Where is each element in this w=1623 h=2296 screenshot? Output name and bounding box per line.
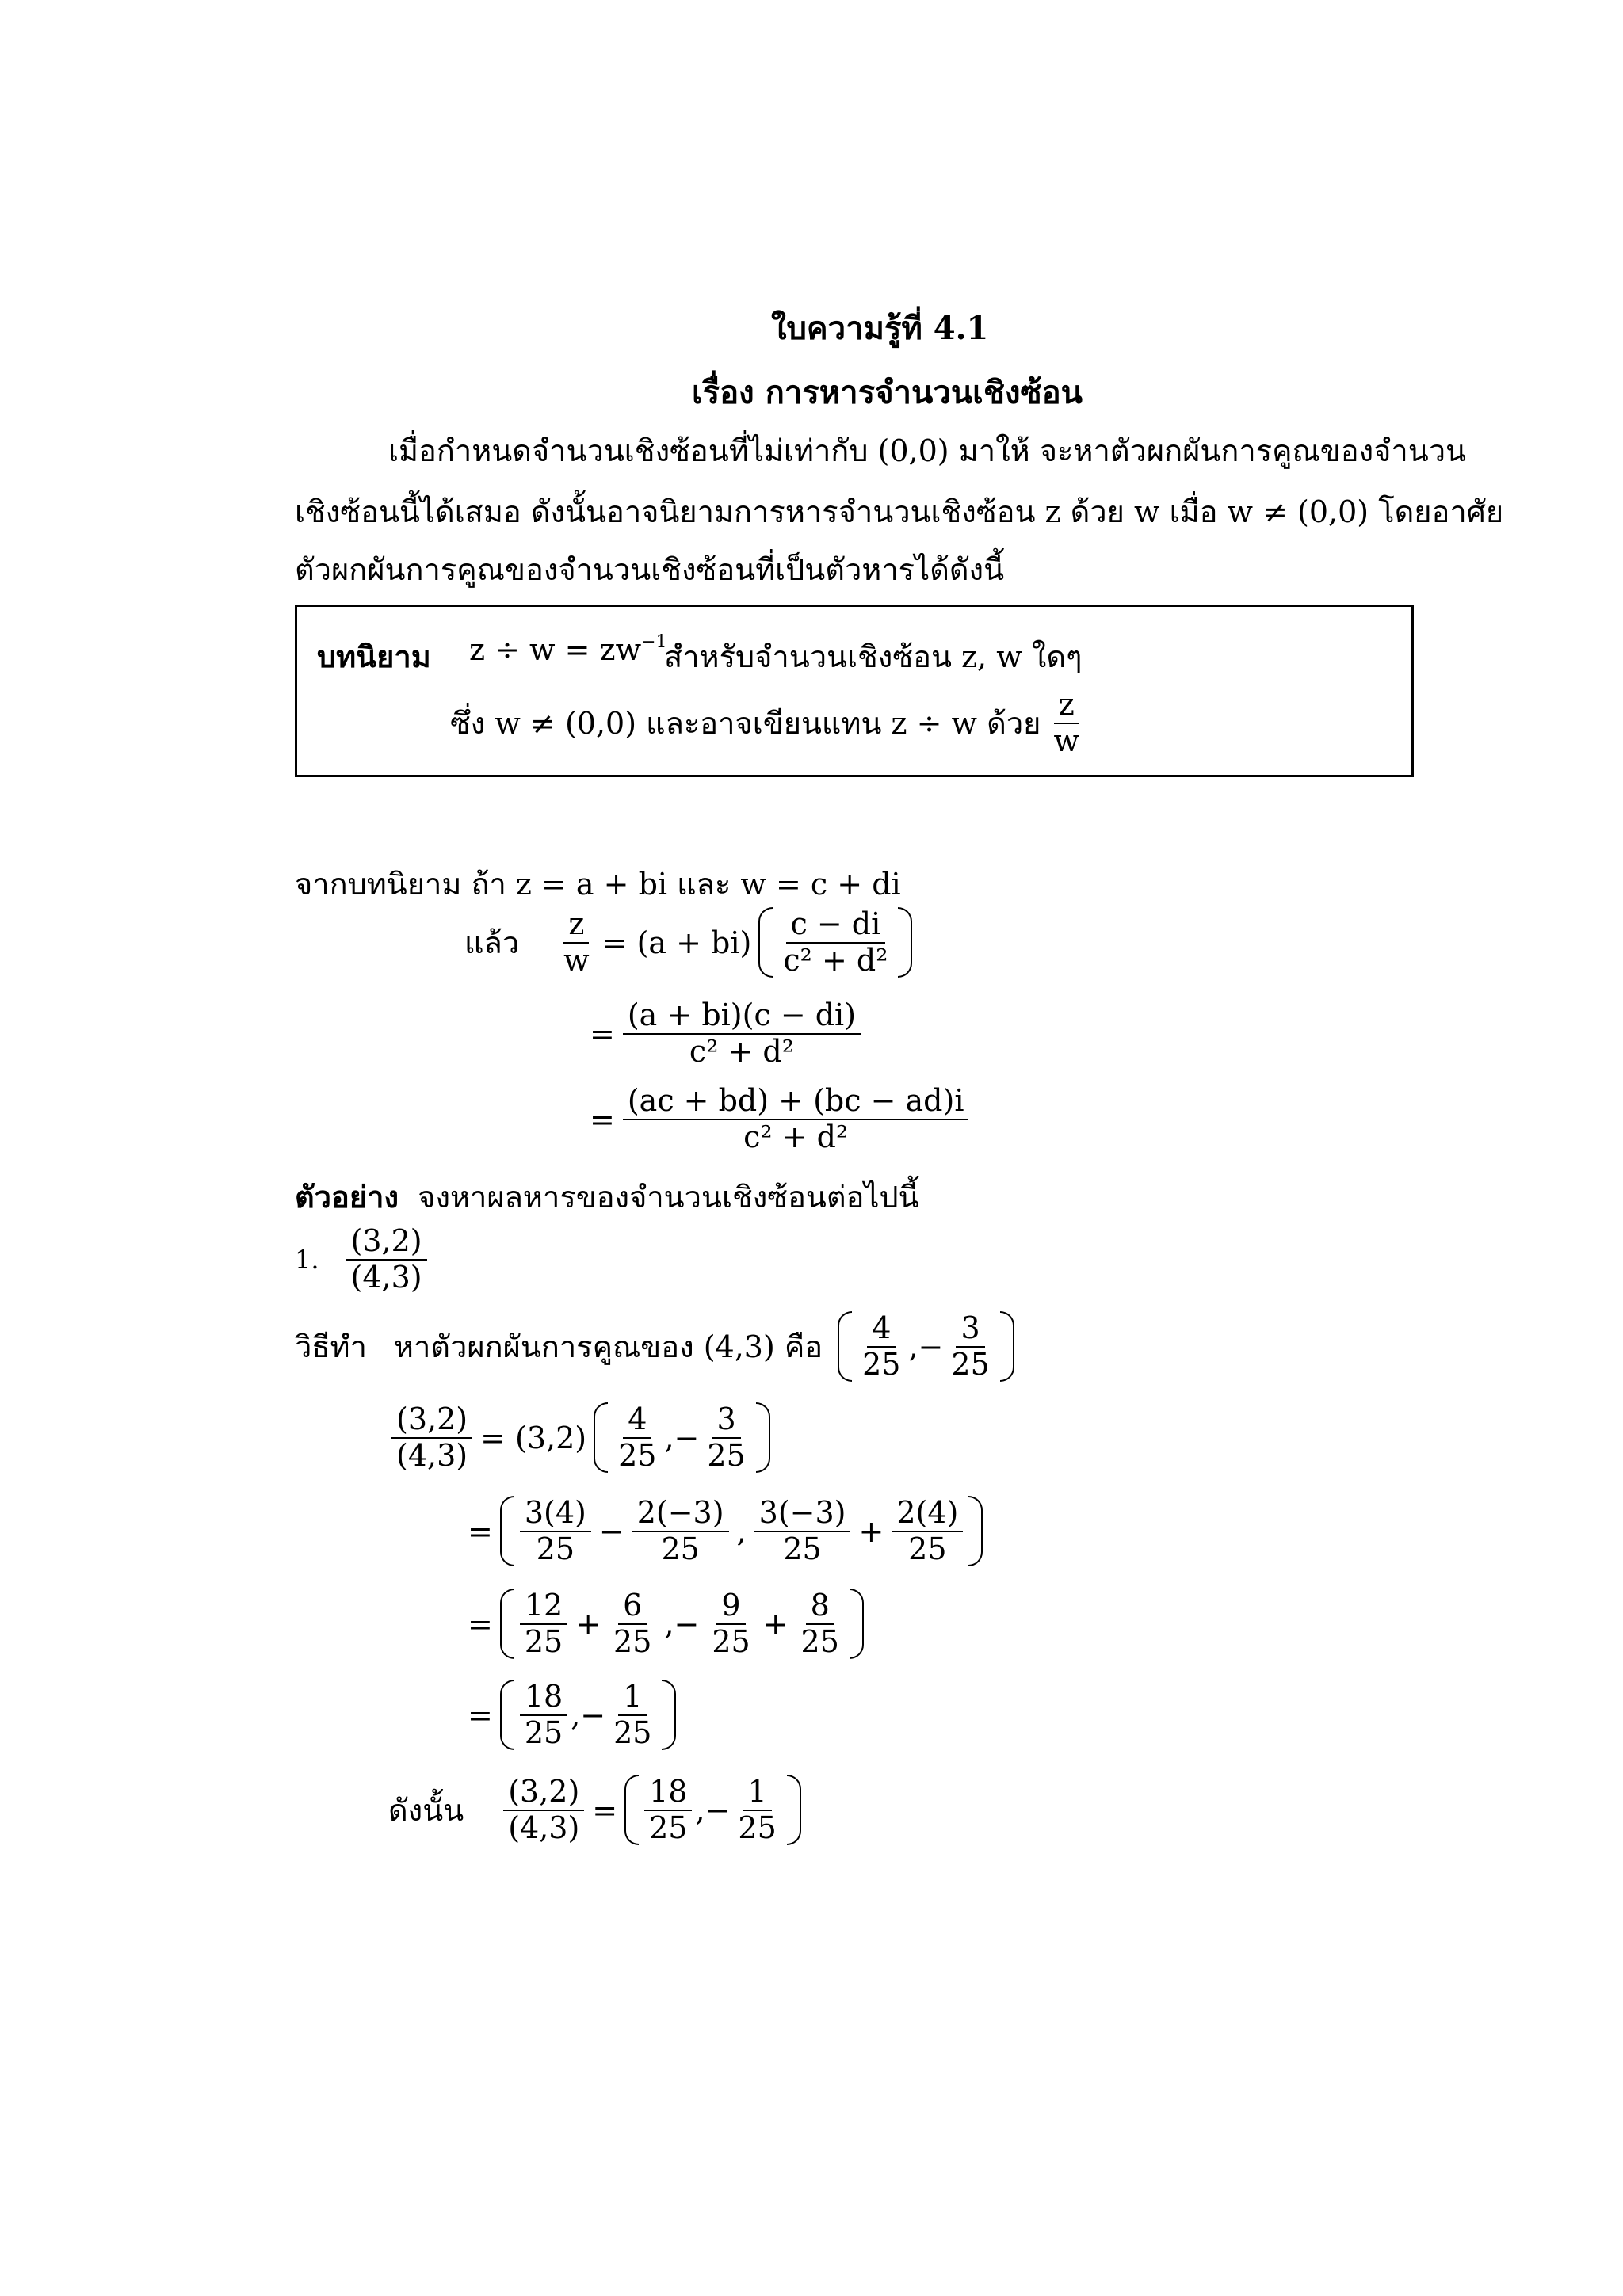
equals-sign: = <box>468 1697 493 1733</box>
fraction-numerator: 1 <box>743 1775 771 1811</box>
example-heading <box>295 1173 919 1221</box>
right-paren <box>787 1775 801 1845</box>
solution-step-2 <box>468 1496 985 1566</box>
equals-sign: = <box>590 1016 615 1051</box>
solution-step-4 <box>468 1680 678 1750</box>
left-paren <box>500 1680 514 1750</box>
term-fraction <box>609 1589 656 1659</box>
left-paren <box>758 907 773 978</box>
intro-line-3: ตัวผกผันการคูณของจำนวนเชิงซ้อนที่เป็นตัวหารได้ดังนี้ <box>295 552 1005 587</box>
step1-fraction <box>778 907 892 978</box>
fraction-denominator: c² + d² <box>689 1033 794 1069</box>
example-label: ตัวอย่าง <box>295 1179 399 1215</box>
fraction-denominator: (4,3) <box>508 1810 580 1845</box>
method-label: วิธีทำ <box>295 1329 367 1365</box>
fraction-numerator: 3 <box>956 1311 984 1348</box>
topic-title: เรื่อง การหารจำนวนเชิงซ้อน <box>692 374 1083 411</box>
example-instruction: จงหาผลหารของจำนวนเชิงซ้อนต่อไปนี้ <box>418 1180 919 1215</box>
fraction-denominator: 25 <box>524 1714 563 1750</box>
operator: + <box>858 1513 884 1549</box>
definition-label: บทนิยาม <box>317 639 431 674</box>
definition-formula-sup: −1 <box>641 632 667 652</box>
fraction-numerator: 2(−3) <box>632 1496 729 1532</box>
right-paren <box>756 1402 770 1473</box>
s1-frac-2 <box>702 1402 750 1473</box>
z-over-w <box>559 907 594 978</box>
derivation-step-1 <box>464 907 915 978</box>
step1-paren <box>756 907 915 978</box>
s1-lhs <box>391 1402 472 1473</box>
final-frac-2 <box>733 1775 781 1845</box>
definition-line-2 <box>450 688 1087 758</box>
term-fraction <box>520 1496 591 1566</box>
fraction-numerator: 3(−3) <box>754 1496 851 1532</box>
term-fraction <box>707 1589 754 1659</box>
fraction-numerator: (ac + bd) + (bc − ad)i <box>623 1084 969 1120</box>
right-paren <box>662 1680 676 1750</box>
fraction-denominator: w <box>1053 723 1079 758</box>
fraction-denominator: 25 <box>951 1346 990 1382</box>
fraction-denominator: w <box>563 942 590 978</box>
inverse-pair <box>835 1311 1017 1382</box>
fraction-denominator: 25 <box>908 1531 947 1566</box>
step1-prefix: = (a + bi) <box>601 925 752 960</box>
fraction-denominator: c² + d² <box>743 1119 849 1154</box>
fraction-denominator: 25 <box>661 1531 700 1566</box>
derivation-intro: จากบทนิยาม ถ้า z = a + bi และ w = c + di <box>295 867 901 902</box>
example-item-1 <box>295 1224 430 1295</box>
sheet-title: ใบความรู้ที่ 4.1 <box>771 310 989 347</box>
inverse-frac-1 <box>857 1311 905 1382</box>
fraction-numerator: (3,2) <box>503 1775 584 1811</box>
fraction-denominator: 25 <box>738 1810 777 1845</box>
fraction-numerator: 1 <box>618 1680 647 1716</box>
fraction-denominator: c² + d² <box>783 942 888 978</box>
conclusion <box>388 1775 804 1845</box>
fraction-denominator: 25 <box>524 1623 563 1659</box>
equals-sign: = <box>468 1606 493 1642</box>
definition-line2-text: ซึ่ง w ≠ (0,0) และอาจเขียนแทน z ÷ w ด้วย <box>450 706 1041 742</box>
fraction-denominator: 25 <box>613 1714 652 1750</box>
definition-formula-text: z ÷ w = zw <box>469 632 642 667</box>
fraction-numerator: 18 <box>520 1680 567 1716</box>
fraction-numerator: 3 <box>712 1402 740 1439</box>
equals-sign: = <box>468 1513 493 1549</box>
fraction-denominator: 25 <box>862 1346 901 1382</box>
fraction-numerator: z <box>563 907 589 944</box>
fraction-numerator: 9 <box>716 1589 745 1625</box>
fraction-denominator: 25 <box>707 1437 746 1473</box>
solution-step-3 <box>468 1589 866 1659</box>
fraction-numerator: z <box>1054 688 1079 724</box>
fraction-denominator: 25 <box>536 1531 575 1566</box>
fraction-denominator: 25 <box>618 1437 657 1473</box>
separator: ,− <box>664 1420 700 1455</box>
fraction-numerator: 4 <box>867 1311 896 1348</box>
derivation-step-2 <box>590 998 864 1069</box>
fraction-denominator: (4,3) <box>350 1259 422 1295</box>
fraction-denominator: 25 <box>800 1623 839 1659</box>
fraction-numerator: 8 <box>806 1589 834 1625</box>
s1-mid: = (3,2) <box>480 1420 587 1455</box>
then-word: แล้ว <box>464 925 520 961</box>
operator: , <box>736 1513 747 1549</box>
separator: ,− <box>571 1697 606 1733</box>
fraction-numerator: (3,2) <box>391 1402 472 1439</box>
s4-frac-1 <box>520 1680 567 1750</box>
fraction-denominator: 25 <box>649 1810 688 1845</box>
left-paren <box>838 1311 852 1382</box>
term-fraction <box>520 1589 567 1659</box>
definition-desc: สำหรับจำนวนเชิงซ้อน z, w ใดๆ <box>664 639 1083 674</box>
derivation-step-3 <box>590 1084 972 1154</box>
fraction-numerator: 3(4) <box>520 1496 591 1532</box>
fraction-numerator: (a + bi)(c − di) <box>623 998 861 1035</box>
intro-line-1: เมื่อกำหนดจำนวนเชิงซ้อนที่ไม่เท่ากับ (0,0) มาให้ จะหาตัวผกผันการคูณของจำนวน <box>388 433 1467 468</box>
left-paren <box>594 1402 608 1473</box>
equals-sign: = <box>590 1101 615 1137</box>
fraction-denominator: 25 <box>712 1623 750 1659</box>
item-number: 1. <box>295 1244 319 1275</box>
inverse-frac-2 <box>946 1311 994 1382</box>
fraction-denominator: (4,3) <box>396 1437 468 1473</box>
separator: ,− <box>908 1329 944 1364</box>
fraction-numerator: 2(4) <box>892 1496 963 1532</box>
right-paren <box>968 1496 983 1566</box>
fraction-numerator: 4 <box>623 1402 651 1439</box>
s1-frac-1 <box>613 1402 661 1473</box>
step2-fraction <box>623 998 861 1069</box>
solution-step-1 <box>388 1402 773 1473</box>
term-fraction <box>796 1589 844 1659</box>
operator: − <box>598 1513 624 1549</box>
s4-paren <box>498 1680 679 1750</box>
final-frac-1 <box>644 1775 692 1845</box>
fraction-denominator: 25 <box>613 1623 652 1659</box>
term-fraction <box>754 1496 851 1566</box>
s1-paren <box>591 1402 773 1473</box>
operator: + <box>762 1606 789 1642</box>
fraction-numerator: 6 <box>618 1589 647 1625</box>
definition-formula <box>469 632 667 667</box>
operator: ,− <box>664 1606 700 1642</box>
final-lhs <box>503 1775 584 1845</box>
s2-paren <box>498 1496 986 1566</box>
term-fraction <box>892 1496 963 1566</box>
equals-sign: = <box>592 1792 618 1828</box>
method-line <box>295 1311 1017 1382</box>
right-paren <box>850 1589 864 1659</box>
separator: ,− <box>695 1792 731 1828</box>
item-fraction <box>346 1224 427 1295</box>
therefore-word: ดังนั้น <box>388 1793 464 1829</box>
final-paren <box>622 1775 804 1845</box>
fraction-numerator: (3,2) <box>346 1224 427 1261</box>
s3-paren <box>498 1589 866 1659</box>
intro-line-2: เชิงซ้อนนี้ได้เสมอ ดังนั้นอาจนิยามการหารจำนวนเชิงซ้อน z ด้วย w เมื่อ w ≠ (0,0) โดยอาศัย <box>295 494 1504 529</box>
term-fraction <box>632 1496 729 1566</box>
definition-fraction <box>1048 688 1084 758</box>
method-text: หาตัวผกผันการคูณของ (4,3) คือ <box>393 1329 823 1365</box>
fraction-numerator: c − di <box>786 907 886 944</box>
fraction-denominator: 25 <box>783 1531 822 1566</box>
right-paren <box>1000 1311 1014 1382</box>
operator: + <box>575 1606 601 1642</box>
s2-terms <box>517 1496 967 1566</box>
fraction-numerator: 18 <box>644 1775 692 1811</box>
step3-fraction <box>623 1084 969 1154</box>
fraction-numerator: 12 <box>520 1589 567 1625</box>
s3-terms <box>517 1589 847 1659</box>
left-paren <box>500 1496 514 1566</box>
left-paren <box>624 1775 639 1845</box>
s4-frac-2 <box>609 1680 656 1750</box>
right-paren <box>898 907 912 978</box>
left-paren <box>500 1589 514 1659</box>
